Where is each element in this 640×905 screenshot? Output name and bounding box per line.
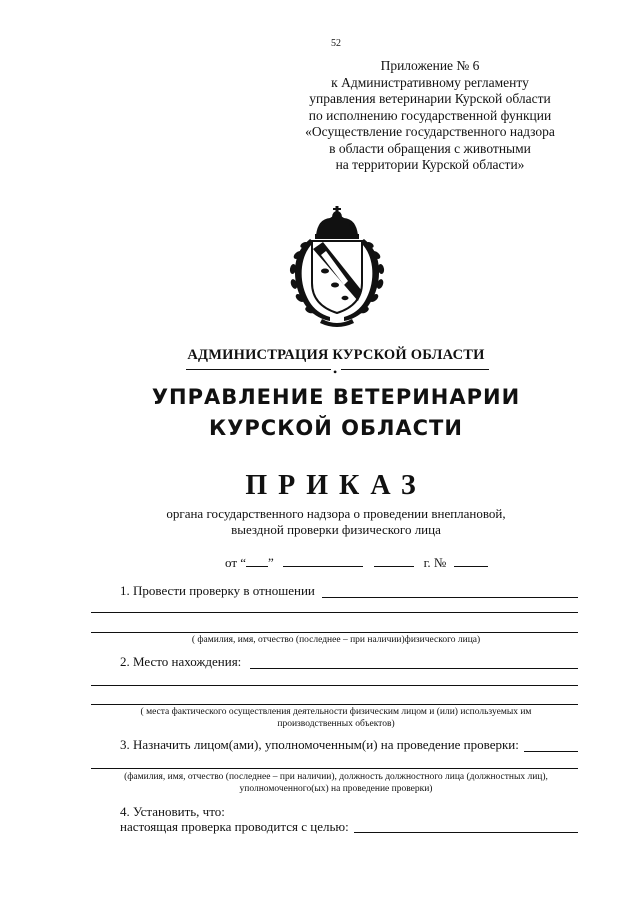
appendix-block xyxy=(260,58,600,174)
item2-label: 2. Место нахождения: xyxy=(120,654,242,669)
date-quote-close: ” xyxy=(268,555,274,570)
item1-caption: ( фамилия, имя, отчество (последнее – при наличии)физического лица) xyxy=(191,635,481,645)
item3-field-line2[interactable] xyxy=(91,768,578,769)
item3-caption-line2: уполномоченного(ых) на проведение проверки) xyxy=(239,784,433,794)
item2-field-line2[interactable] xyxy=(91,685,578,686)
item1-field-line2[interactable] xyxy=(91,612,578,613)
appendix-line: «Осуществление государственного надзора xyxy=(305,124,555,139)
appendix-line: к Административному регламенту xyxy=(331,74,529,90)
appendix-line: на территории Курской области» xyxy=(335,157,525,172)
item4-label: 4. Установить, что: xyxy=(120,804,225,819)
date-year-field[interactable] xyxy=(374,554,414,567)
page-number: 52 xyxy=(331,38,341,49)
coat-of-arms-emblem xyxy=(282,205,392,327)
order-title: ПРИКАЗ xyxy=(245,470,427,501)
appendix-line: по исполнению государственной функции xyxy=(308,107,552,123)
order-date-line xyxy=(225,554,488,571)
item3-label: 3. Назначить лицом(ами), уполномоченным(и) на проведение проверки: xyxy=(120,737,519,752)
administration-title: АДМИНИСТРАЦИЯ КУРСКОЙ ОБЛАСТИ xyxy=(187,347,485,363)
item2-caption-line1: ( места фактического осуществления деятельности физическим лицом и (или) используемых им xyxy=(140,707,532,717)
item4-purpose-label: настоящая проверка проводится с целью: xyxy=(120,819,349,834)
item2-field-line3[interactable] xyxy=(91,704,578,705)
admin-rule-right xyxy=(341,369,489,370)
item2-inline-field[interactable] xyxy=(250,668,578,669)
appendix-line: в области обращения с животными xyxy=(329,140,531,156)
department-title-line1: УПРАВЛЕНИЕ ВЕТЕРИНАРИИ xyxy=(151,385,521,409)
admin-rule-left xyxy=(186,369,331,370)
order-subtitle-line2: выездной проверки физического лица xyxy=(231,522,441,537)
date-prefix: от “ xyxy=(225,555,247,570)
appendix-line: Приложение № 6 xyxy=(380,58,480,73)
item1-inline-field[interactable] xyxy=(322,597,578,598)
order-subtitle-line1: органа государственного надзора о проведении внеплановой, xyxy=(166,506,506,521)
appendix-line: управления ветеринарии Курской области xyxy=(309,91,551,106)
item3-inline-field[interactable] xyxy=(524,751,578,752)
item4-purpose-field[interactable] xyxy=(354,832,578,833)
date-month-field[interactable] xyxy=(283,554,363,567)
date-year-label: г. № xyxy=(423,555,447,570)
date-day-field[interactable] xyxy=(246,554,268,567)
department-title-line2: КУРСКОЙ ОБЛАСТИ xyxy=(209,416,463,440)
item1-field-line3[interactable] xyxy=(91,632,578,633)
item1-label: 1. Провести проверку в отношении xyxy=(120,583,315,598)
item3-caption-line1: (фамилия, имя, отчество (последнее – при наличии), должность должностного лица (должностных лиц), xyxy=(124,772,548,782)
admin-rule-dot: • xyxy=(333,365,338,379)
order-number-field[interactable] xyxy=(454,554,488,567)
item2-caption-line2: производственных объектов) xyxy=(277,719,395,729)
